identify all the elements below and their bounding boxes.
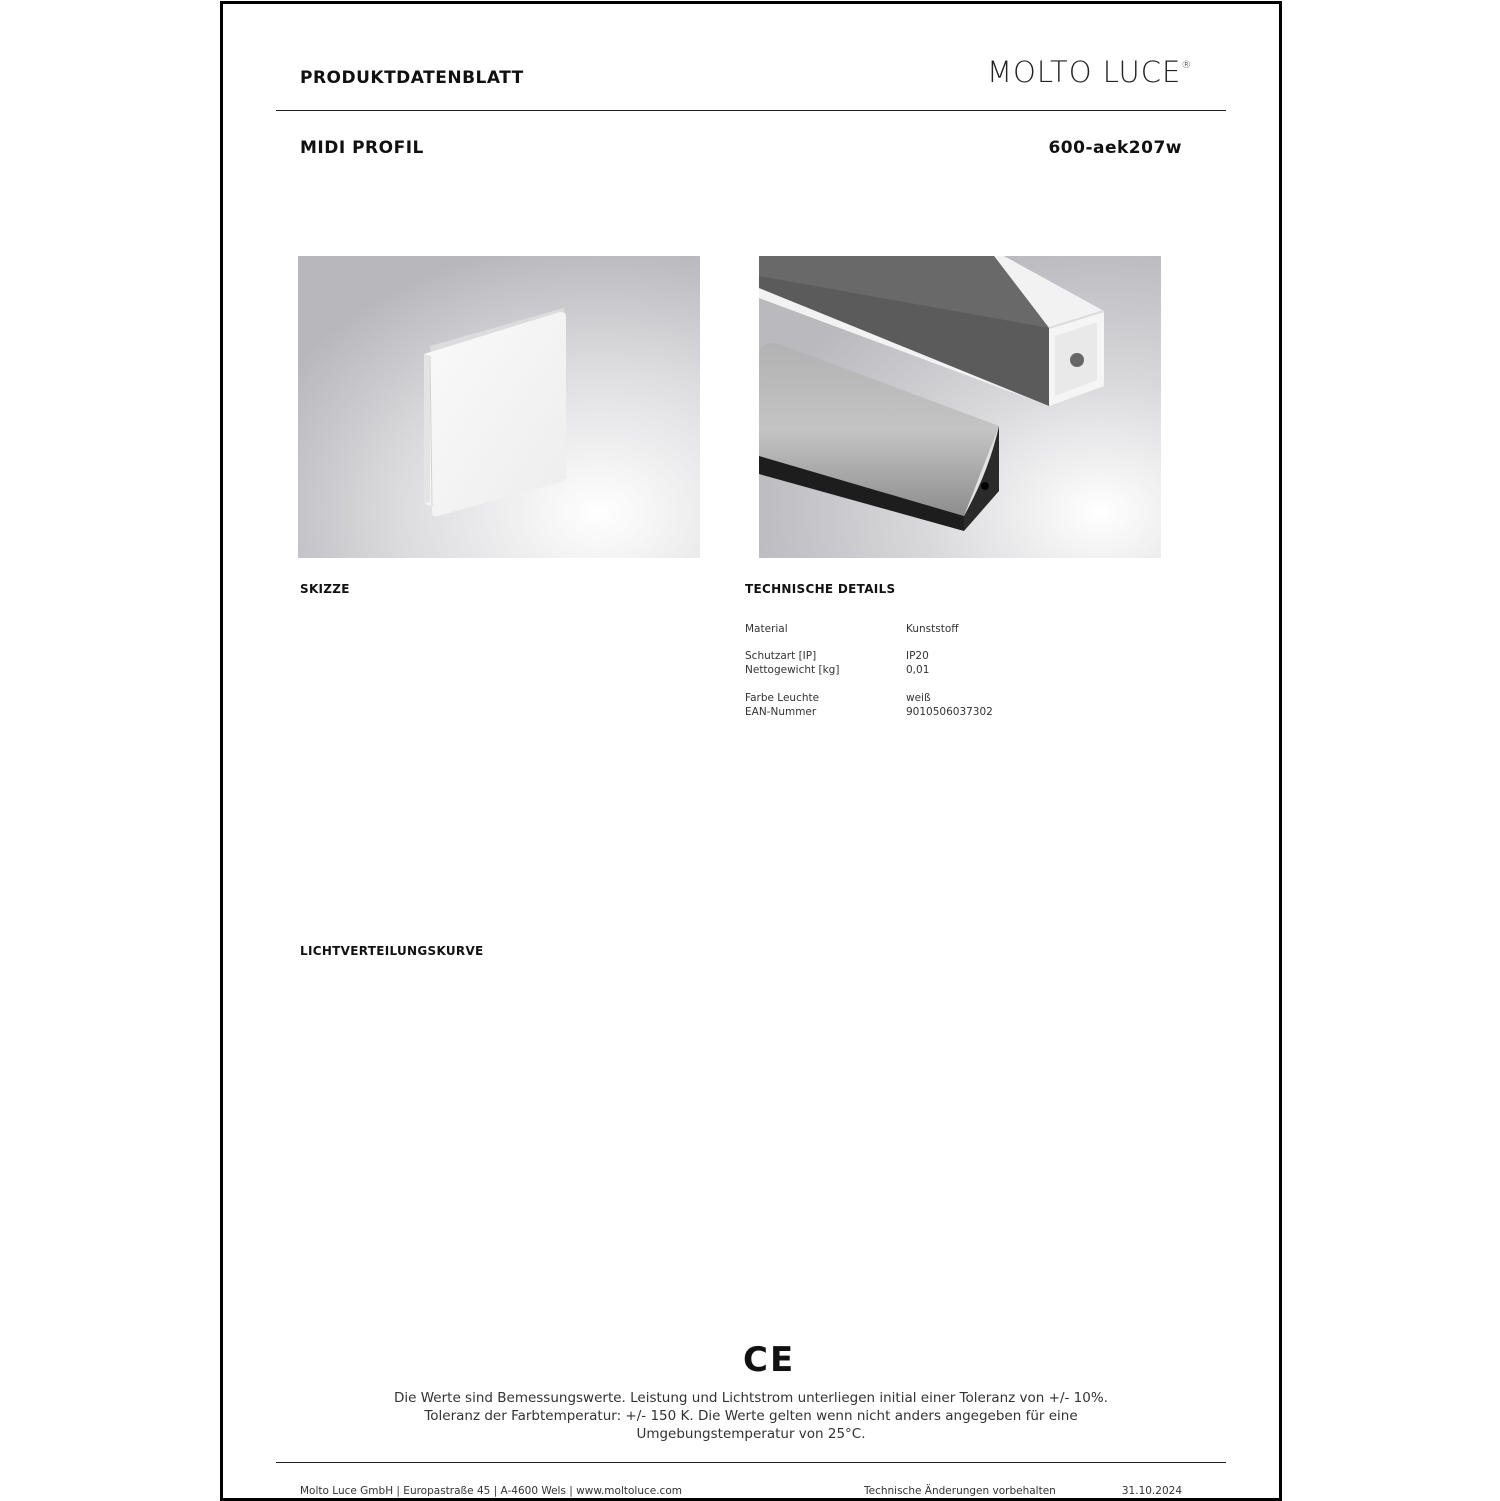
- note-line: Toleranz der Farbtemperatur: +/- 150 K. Die Werte gelten wenn nicht anders angegeben für eine: [424, 1408, 1078, 1424]
- footer-company-info: Molto Luce GmbH | Europastraße 45 | A-4600 Wels | www.moltoluce.com: [300, 1485, 682, 1497]
- spec-value: weiß: [906, 692, 931, 704]
- spec-label: EAN-Nummer: [745, 706, 817, 718]
- header-divider: [276, 110, 1226, 111]
- section-title-technical-details: TECHNISCHE DETAILS: [745, 582, 896, 596]
- spec-label: Material: [745, 623, 788, 635]
- section-title-light-distribution: LICHTVERTEILUNGSKURVE: [300, 944, 484, 958]
- datasheet-page: [220, 1, 1282, 1501]
- product-image-endcap: [298, 256, 700, 558]
- spec-value: 9010506037302: [906, 706, 993, 718]
- product-image-profiles: [759, 256, 1161, 558]
- footer-disclaimer: Technische Änderungen vorbehalten: [864, 1485, 1056, 1497]
- profiles-illustration: [759, 256, 1161, 558]
- tolerance-note: [276, 1389, 1226, 1443]
- product-code: 600-aek207w: [1048, 138, 1182, 158]
- note-line: Umgebungstemperatur von 25°C.: [636, 1426, 866, 1442]
- brand-logo: [987, 55, 1192, 89]
- spec-value: IP20: [906, 650, 929, 662]
- document-title: PRODUKTDATENBLATT: [300, 68, 524, 88]
- spec-value: 0,01: [906, 664, 930, 676]
- footer-date: 31.10.2024: [1121, 1485, 1182, 1497]
- endcap-illustration: [298, 256, 700, 558]
- section-title-sketch: SKIZZE: [300, 582, 350, 596]
- registered-mark: ®: [1181, 60, 1193, 71]
- product-name: MIDI PROFIL: [300, 138, 424, 158]
- spec-label: Schutzart [IP]: [745, 650, 817, 662]
- spec-label: Farbe Leuchte: [745, 692, 820, 704]
- spec-value: Kunststoff: [906, 623, 959, 635]
- footer-divider: [276, 1462, 1226, 1463]
- spec-label: Nettogewicht [kg]: [745, 664, 840, 676]
- ce-mark: CE: [743, 1340, 796, 1380]
- brand-name: MOLTO LUCE: [987, 55, 1182, 89]
- note-line: Die Werte sind Bemessungswerte. Leistung und Lichtstrom unterliegen initial einer Toleranz von +/- 10%.: [394, 1390, 1108, 1406]
